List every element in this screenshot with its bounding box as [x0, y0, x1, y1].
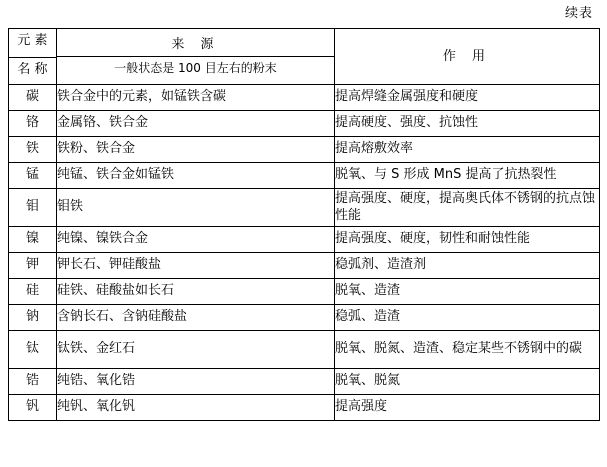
header-element-cell [9, 29, 57, 85]
header-use-label: 作 用 [442, 48, 492, 64]
element-use: 提高强度 [335, 394, 600, 420]
element-name: 硅 [9, 278, 57, 304]
table-row [9, 330, 600, 368]
table-row [9, 394, 600, 420]
element-use: 脱氧、脱氮 [335, 368, 600, 394]
element-use: 提高强度、硬度，韧性和耐蚀性能 [335, 226, 600, 252]
table-header-row [9, 29, 600, 85]
table-row [9, 368, 600, 394]
composition-table [8, 28, 600, 421]
element-source: 钛铁、金红石 [57, 330, 335, 368]
table-row [9, 136, 600, 162]
element-use: 稳弧剂、造渣剂 [335, 252, 600, 278]
element-source: 铁合金中的元素，如锰铁含碳 [57, 84, 335, 110]
element-name: 锆 [9, 368, 57, 394]
element-name: 锰 [9, 162, 57, 188]
element-name: 铁 [9, 136, 57, 162]
header-source-sub: 一般状态是 100 目左右的粉末 [114, 61, 277, 76]
element-use: 提高硬度、强度、抗蚀性 [335, 110, 600, 136]
element-source: 金属铬、铁合金 [57, 110, 335, 136]
table-row [9, 252, 600, 278]
element-use: 脱氧、造渣 [335, 278, 600, 304]
table-row [9, 304, 600, 330]
element-name: 钾 [9, 252, 57, 278]
table-row [9, 226, 600, 252]
table-row [9, 278, 600, 304]
continued-label: 续表 [564, 6, 593, 21]
table-row [9, 162, 600, 188]
element-use: 稳弧、造渣 [335, 304, 600, 330]
header-element-line1: 元 素 [17, 33, 48, 48]
table-row [9, 110, 600, 136]
element-use: 提高焊缝金属强度和硬度 [335, 84, 600, 110]
element-use: 提高熔敷效率 [335, 136, 600, 162]
element-source: 纯锰、铁合金如锰铁 [57, 162, 335, 188]
header-element-line2: 名 称 [17, 61, 48, 77]
table-row [9, 84, 600, 110]
element-source: 纯锆、氧化锆 [57, 368, 335, 394]
header-source-cell [57, 29, 335, 85]
element-source: 纯镍、镍铁合金 [57, 226, 335, 252]
element-source: 铁粉、铁合金 [57, 136, 335, 162]
element-source: 钾长石、钾硅酸盐 [57, 252, 335, 278]
element-name: 钼 [9, 188, 57, 226]
header-source-main: 来 源 [171, 37, 220, 53]
element-source: 纯钒、氧化钒 [57, 394, 335, 420]
element-use: 脱氧、与 S 形成 MnS 提高了抗热裂性 [335, 162, 600, 188]
table-row [9, 188, 600, 226]
element-use: 脱氧、脱氮、造渣、稳定某些不锈钢中的碳 [335, 330, 600, 368]
element-name: 钠 [9, 304, 57, 330]
header-use-cell [335, 29, 600, 85]
element-source: 钼铁 [57, 188, 335, 226]
element-use: 提高强度、硬度，提高奥氏体不锈钢的抗点蚀性能 [335, 188, 600, 226]
element-name: 碳 [9, 84, 57, 110]
element-name: 钒 [9, 394, 57, 420]
element-name: 铬 [9, 110, 57, 136]
element-source: 硅铁、硅酸盐如长石 [57, 278, 335, 304]
element-name: 镍 [9, 226, 57, 252]
element-name: 钛 [9, 330, 57, 368]
element-source: 含钠长石、含钠硅酸盐 [57, 304, 335, 330]
